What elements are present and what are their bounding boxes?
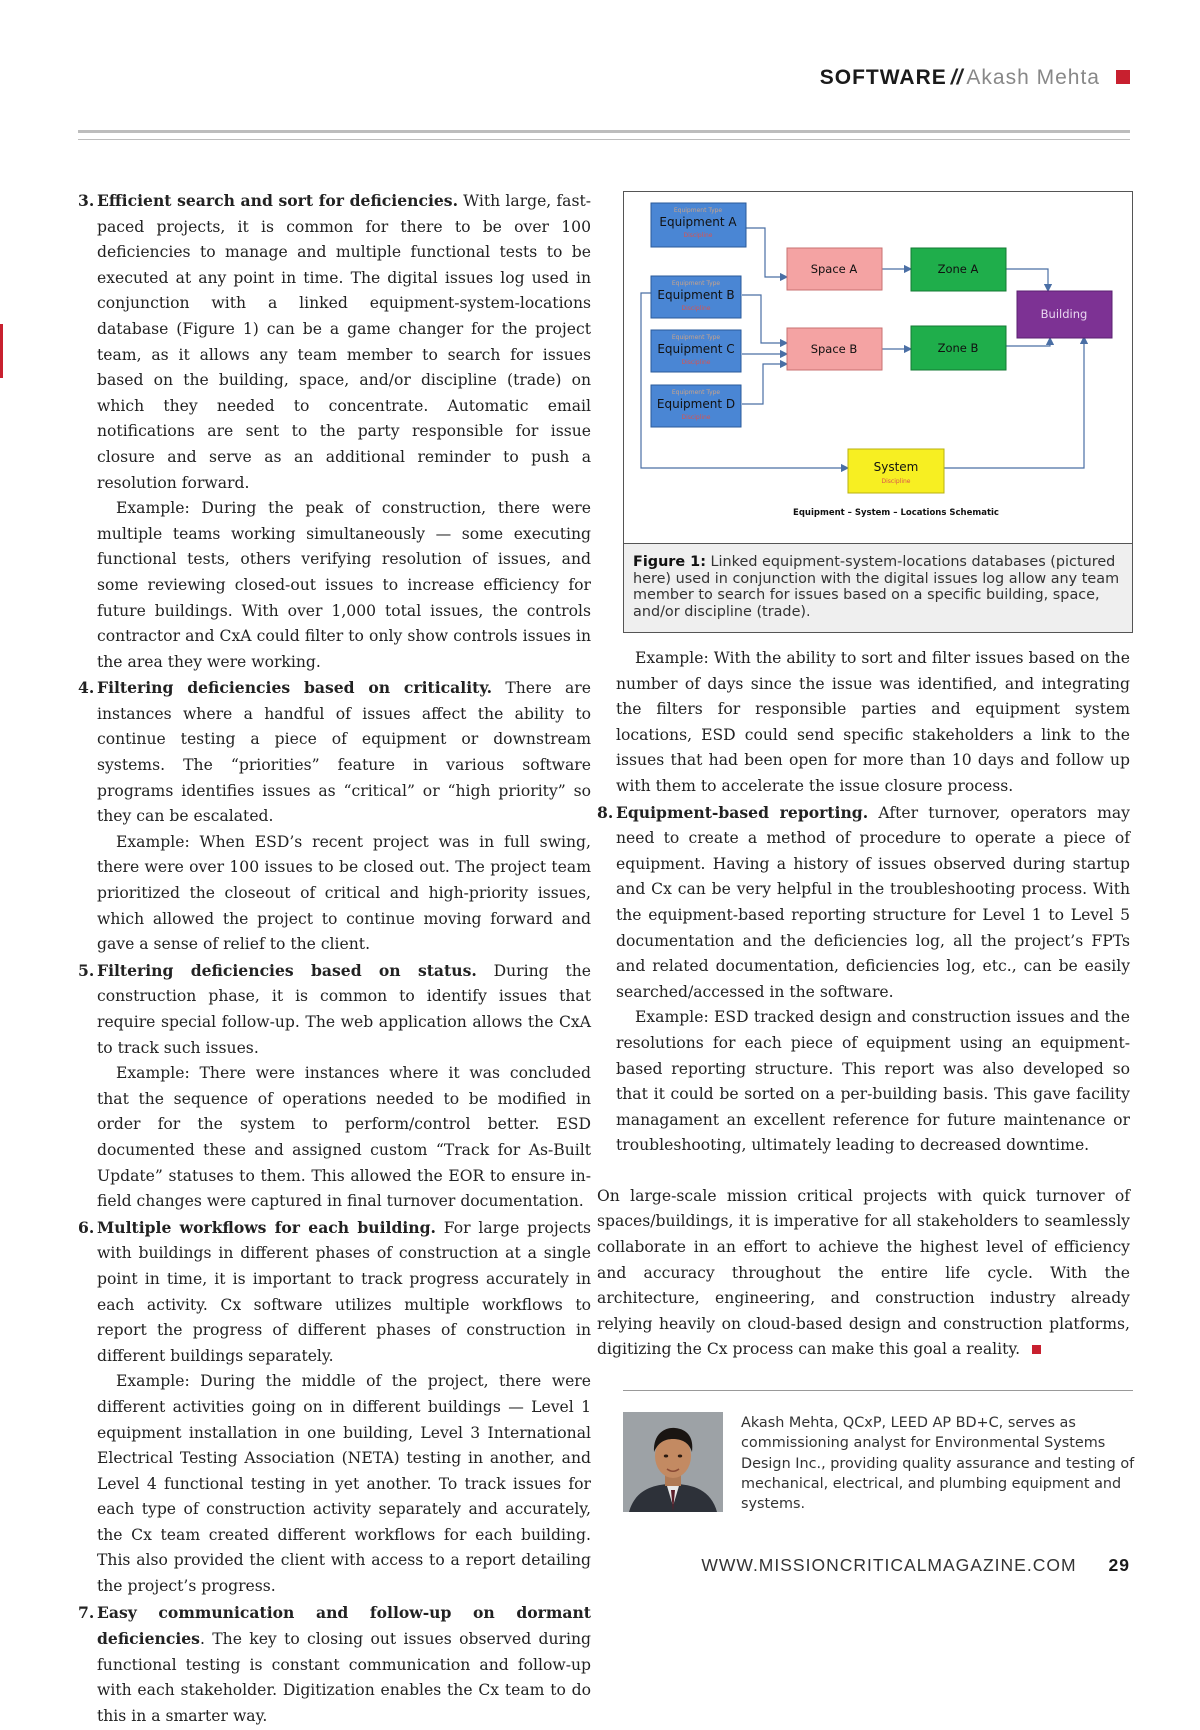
equipment-c-node — [651, 330, 741, 372]
space-b-node — [787, 328, 882, 370]
equipment-a-label: Equipment A — [659, 215, 737, 229]
space-b-label: Space B — [810, 342, 858, 356]
equipment-discipline: Discipline — [681, 414, 711, 421]
diagram-title: Equipment – System – Locations Schematic — [793, 508, 999, 518]
item-title: Multiple workflows for each building. — [97, 1217, 436, 1237]
closing-text: On large-scale mission critical projects with quick turnover of spaces/buildings, it is imperative for all stakeholders to seamlessly collaborate in an effort to achieve the highest level of efficiency and accuracy throughout the entire life cycle. With the architecture, engineering, and construction industry already relying heavily on cloud-based design and construction platforms, digitizing the Cx process can make this goal a reality. — [597, 1186, 1130, 1359]
page-number: 29 — [1108, 1555, 1130, 1575]
end-mark-icon — [1032, 1345, 1041, 1354]
equipment-discipline: Discipline — [683, 232, 713, 239]
item-text: During the construction phase, it is common to identify issues that require special follow-up. The web application allows the CxA to track such issues. — [97, 961, 591, 1057]
bio-divider — [623, 1390, 1133, 1391]
item-title: Equipment-based reporting. — [616, 802, 869, 822]
item-example: Example: During the middle of the project, there were different activities going on in different buildings — Level 1 equipment installation in one building, Level 3 International Electrical Testing Association (NETA) testing in another, and Level 4 functional testing in yet another. To track issues for each type of construction activity separately and accurately, the Cx team created different workflows for each building. This also provided the client with access to a report detailing the project’s progress. — [97, 1372, 591, 1596]
running-header — [820, 66, 1130, 90]
header-author: Akash Mehta — [966, 66, 1100, 89]
item-example: Example: ESD tracked design and construction issues and the resolutions for each piece of equipment using an equipment-based reporting structure. This report was also developed so that it could be sorted on a per-building basis. This gave facility managament an excellent reference for future maintenance or troubleshooting, ultimately leading to decreased downtime. — [616, 1008, 1130, 1155]
zone-a-label: Zone A — [937, 262, 979, 276]
list-item-6 — [78, 1215, 591, 1600]
equipment-type-tag: Equipment Type — [671, 280, 721, 287]
author-photo — [623, 1412, 723, 1512]
space-a-node — [787, 248, 882, 290]
equipment-b-node — [651, 276, 741, 318]
schematic-diagram — [624, 192, 1132, 542]
list-item-7 — [78, 1600, 591, 1730]
space-a-label: Space A — [810, 262, 858, 276]
header-separator: // — [950, 66, 963, 89]
item-example: Example: With the ability to sort and filter issues based on the number of days since the issue was identified, and integrating the filters for responsible parties and equipment system locations, ESD could send specific stakeholders a link to the issues that had been open for more than 10 days and follow up with them to accelerate the issue closure process. — [616, 649, 1130, 795]
item-title: Filtering deficiencies based on criticality. — [97, 678, 493, 698]
item-example: Example: During the peak of construction, there were multiple teams working simultaneously — some executing functional tests, others verifying resolution of issues, and some reviewing closed-out issues to increase efficiency for future buildings. With over 1,000 total issues, the controls contractor and CxA could filter to only show controls issues in the area they were working. — [97, 499, 591, 671]
item-number: 8. — [597, 802, 614, 822]
figure-caption — [624, 543, 1132, 632]
equipment-type-tag: Equipment Type — [673, 207, 723, 214]
system-label: System — [873, 460, 919, 474]
author-portrait-icon — [623, 1412, 723, 1512]
zone-a-node — [911, 248, 1006, 291]
item-text: With large, fast-paced projects, it is common for there to be over 100 deficiencies to manage and multiple functional tests to be executed at any point in time. The digital issues log used in conjunction with a linked equipment-system-locations database (Figure 1) can be a game changer for the project team, as it allows any team member to search for issues based on the building, space, and/or discipline (trade) on which they needed to concentrate. Automatic email notifications are sent to the party responsible for issue closure and serve as an additional reminder to push a resolution forward. — [97, 192, 591, 492]
page-footer — [701, 1555, 1130, 1576]
equipment-c-label: Equipment C — [657, 342, 735, 356]
item-example: Example: When ESD’s recent project was in full swing, there were over 100 issues to be closed out. The project team prioritized the closeout of critical and high-priority issues, which allowed the project to continue moving forward and gave a sense of relief to the client. — [97, 832, 591, 954]
item-number: 5. — [78, 960, 95, 980]
list-item-4 — [78, 675, 591, 958]
header-rule — [78, 130, 1130, 140]
website-link[interactable]: WWW.MISSIONCRITICALMAGAZINE.COM — [701, 1555, 1077, 1575]
closing-paragraph — [597, 1184, 1130, 1363]
system-node — [848, 449, 944, 493]
zone-b-label: Zone B — [937, 341, 979, 355]
item-number: 3. — [78, 191, 95, 210]
system-discipline: Discipline — [881, 478, 911, 485]
author-bio: Akash Mehta, QCxP, LEED AP BD+C, serves as commissioning analyst for Environmental Systems Design Inc., providing quality assurance and testing of mechanical, electrical, and plumbing equipment and systems. — [741, 1415, 1135, 1513]
item-title: Filtering deficiencies based on status. — [97, 960, 477, 980]
caption-text: Linked equipment-system-locations databases (pictured here) used in conjunction with the digital issues log allow any team member to search for issues based on a specific building, space, and/or discipline (trade). — [633, 554, 1120, 620]
left-column — [78, 188, 591, 1730]
item-number: 6. — [78, 1217, 95, 1237]
item-title-end: . — [199, 1630, 205, 1649]
zone-b-node — [911, 326, 1006, 370]
item-text: After turnover, operators may need to create a method of procedure to operate a piece of equipment. Having a history of issues observed during startup and Cx can be very helpful in the troubleshooting process. With the equipment-based reporting structure for Level 1 to Level 5 documentation and the deficiencies log, all the project’s FPTs and related documentation, deficiencies log, etc., can be easily searched/accessed in the software. — [616, 803, 1130, 1001]
item-text: The key to closing out issues observed during functional testing is constant communication and follow-up with each stakeholder. Digitization enables the Cx team to do this in a smarter way. — [97, 1630, 591, 1726]
building-node — [1017, 291, 1112, 338]
section-name: SOFTWARE — [819, 66, 947, 89]
item-number: 4. — [78, 678, 95, 698]
item-example: Example: There were instances where it was concluded that the sequence of operations needed to be modified in order for the system to perform/control better. ESD documented these and assigned custom “Track for As-Built Update” statuses to them. This allowed the EOR to ensure in-field changes were captured in final turnover documentation. — [97, 1064, 591, 1211]
list-item-5 — [78, 958, 591, 1215]
equipment-type-tag: Equipment Type — [671, 334, 721, 341]
header-square-icon — [1116, 70, 1130, 84]
item-title: Easy communication and follow-up on dormant deficiencies — [97, 1602, 591, 1649]
equipment-b-label: Equipment B — [657, 288, 735, 302]
building-label: Building — [1040, 307, 1088, 321]
equipment-discipline: Discipline — [681, 305, 711, 312]
equipment-d-node — [651, 385, 741, 427]
list-item-8 — [597, 800, 1130, 1159]
equipment-a-node — [651, 203, 746, 247]
edge-marker — [0, 324, 3, 378]
equipment-type-tag: Equipment Type — [671, 389, 721, 396]
list-item-3 — [78, 188, 591, 675]
figure-1 — [623, 191, 1133, 633]
equipment-d-label: Equipment D — [656, 397, 736, 411]
right-column — [597, 646, 1130, 1363]
figure-label: Figure 1: — [633, 554, 706, 570]
equipment-discipline: Discipline — [681, 359, 711, 366]
item-number: 7. — [78, 1602, 95, 1622]
item-text: There are instances where a handful of issues affect the ability to continue testing a piece of equipment or downstream systems. The “priorities” feature in various software programs identifies issues as “critical” or “high priority” so they can be escalated. — [97, 679, 591, 826]
item-text: For large projects with buildings in different phases of construction at a single point in time, it is important to track progress accurately in each activity. Cx software utilizes multiple workflows to report the progress of different phases of construction in different buildings separately. — [97, 1218, 591, 1365]
item-title: Efficient search and sort for deficiencies. — [97, 191, 459, 210]
